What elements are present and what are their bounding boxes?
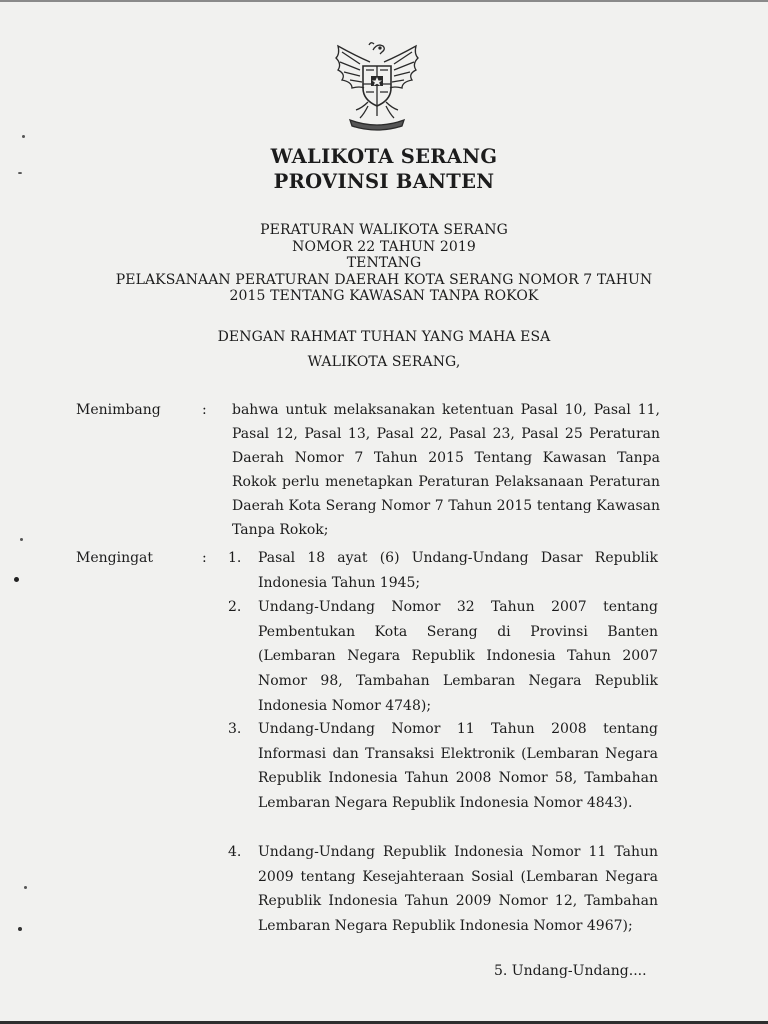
mengingat-label: Mengingat — [76, 550, 154, 566]
preamble-line-2: WALIKOTA SERANG, — [307, 354, 461, 370]
mengingat-item-number: 3. — [228, 721, 242, 737]
mengingat-item-number: 2. — [228, 599, 242, 615]
mengingat-item-text: Undang-Undang Republik Indonesia Nomor 11 Tahun 2009 tentang Kesejahteraan Sosial (Lembaran Negara Republik Indonesia Tahun 2009 Nomor 12, Tambahan Lembaran Negara Republik Indonesia Nomor 4967); — [258, 844, 658, 935]
mengingat-item-text: Undang-Undang Nomor 32 Tahun 2007 tentang Pembentukan Kota Serang di Provinsi Banten (Lembaran Negara Republik Indonesia Tahun 2007 Nomor 98, Tambahan Lembaran Negara Republik Indonesia Nomor 4748); — [258, 599, 658, 714]
mengingat-item-number: 1. — [228, 550, 242, 566]
header-line-2: PROVINSI BANTEN — [273, 170, 495, 193]
preamble-line-1: DENGAN RAHMAT TUHAN YANG MAHA ESA — [217, 329, 551, 345]
scan-speck — [18, 927, 22, 931]
menimbang-text: bahwa untuk melaksanakan ketentuan Pasal 10, Pasal 11, Pasal 12, Pasal 13, Pasal 22, Pasal 23, Pasal 25 Peraturan Daerah Nomor 7 Tahun 2015 Tentang Kawasan Tanpa Rokok perlu menetapkan Peraturan Pelaksanaan Peraturan Daerah Kota Serang Nomor 7 Tahun 2015 tentang Kawasan Tanpa Rokok; — [232, 402, 660, 539]
menimbang-colon: : — [202, 402, 207, 418]
mengingat-item-number: 4. — [228, 844, 242, 860]
title-line-1: PERATURAN WALIKOTA SERANG — [260, 222, 508, 238]
title-line-4: PELAKSANAAN PERATURAN DAERAH KOTA SERANG NOMOR 7 TAHUN — [115, 272, 653, 288]
title-line-5: 2015 TENTANG KAWASAN TANPA ROKOK — [229, 288, 539, 304]
garuda-emblem-icon — [328, 40, 426, 132]
title-line-3: TENTANG — [346, 255, 422, 271]
header-line-1: WALIKOTA SERANG — [270, 145, 498, 168]
scan-speck — [24, 886, 27, 889]
scan-speck — [20, 538, 23, 541]
scan-edge-top — [0, 0, 768, 2]
title-line-2: NOMOR 22 TAHUN 2019 — [292, 239, 476, 255]
mengingat-item-text: Undang-Undang Nomor 11 Tahun 2008 tentang Informasi dan Transaksi Elektronik (Lembaran Negara Republik Indonesia Tahun 2008 Nomor 58, Tambahan Lembaran Negara Republik Indonesia Nomor 4843). — [258, 721, 658, 812]
continuation-text: 5. Undang-Undang.... — [494, 963, 647, 979]
menimbang-label: Menimbang — [76, 402, 161, 418]
mengingat-colon: : — [202, 550, 207, 566]
scan-speck — [14, 577, 19, 582]
mengingat-item-text: Pasal 18 ayat (6) Undang-Undang Dasar Republik Indonesia Tahun 1945; — [258, 550, 658, 591]
scan-speck — [22, 135, 25, 138]
